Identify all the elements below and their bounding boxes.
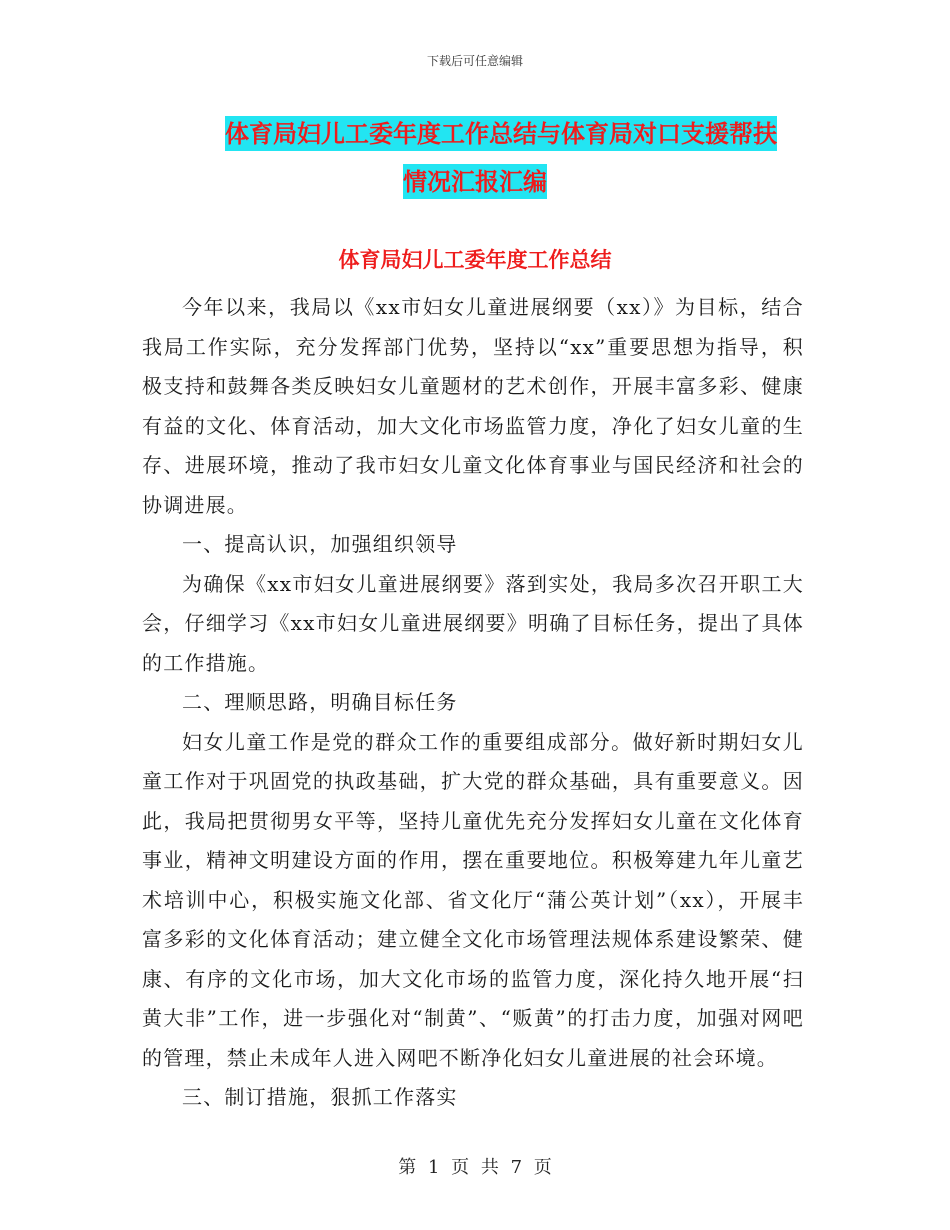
document-body (142, 288, 804, 1118)
paragraph-one: 为确保《xx市妇女儿童进展纲要》落到实处，我局多次召开职工大会，仔细学习《xx市妇女儿童进展纲要》明确了目标任务，提出了具体的工作措施。 (142, 571, 804, 675)
main-title-line-2: 情况汇报汇编 (403, 164, 547, 199)
heading-one: 一、提高认识，加强组织领导 (182, 532, 458, 556)
paragraph-two: 妇女儿童工作是党的群众工作的重要组成部分。做好新时期妇女儿童工作对于巩固党的执政基础，扩大党的群众基础，具有重要意义。因此，我局把贯彻男女平等，坚持儿童优先充分发挥妇女儿童在文化体育事业，精神文明建设方面的作用，摆在重要地位。积极筹建九年儿童艺术培训中心，积极实施文化部、省文化厅“蒲公英计划”（xx），开展丰富多彩的文化体育活动；建立健全文化市场管理法规体系建设繁荣、健康、有序的文化市场，加大文化市场的监管力度，深化持久地开展“扫黄大非”工作，进一步强化对“制黄”、“贩黄”的打击力度，加强对网吧的管理，禁止未成年人进入网吧不断净化妇女儿童进展的社会环境。 (142, 729, 804, 1070)
page-header-note: 下载后可任意编辑 (426, 54, 523, 68)
main-title-line-1: 体育局妇儿工委年度工作总结与体育局对口支援帮扶 (225, 116, 777, 151)
section-title: 体育局妇儿工委年度工作总结 (338, 247, 612, 272)
document-main-title (0, 110, 950, 206)
paragraph-intro: 今年以来，我局以《xx市妇女儿童进展纲要（xx）》为目标，结合我局工作实际，充分发挥部门优势，坚持以“xx”重要思想为指导，积极支持和鼓舞各类反映妇女儿童题材的艺术创作，开展丰富多彩、健康有益的文化、体育活动，加大文化市场监管力度，净化了妇女儿童的生存、进展环境，推动了我市妇女儿童文化体育事业与国民经济和社会的协调进展。 (142, 295, 804, 517)
heading-two: 二、理顺思路，明确目标任务 (182, 690, 458, 714)
page-number-footer: 第 1 页 共 7 页 (398, 1157, 552, 1178)
heading-three: 三、制订措施，狠抓工作落实 (182, 1085, 458, 1109)
